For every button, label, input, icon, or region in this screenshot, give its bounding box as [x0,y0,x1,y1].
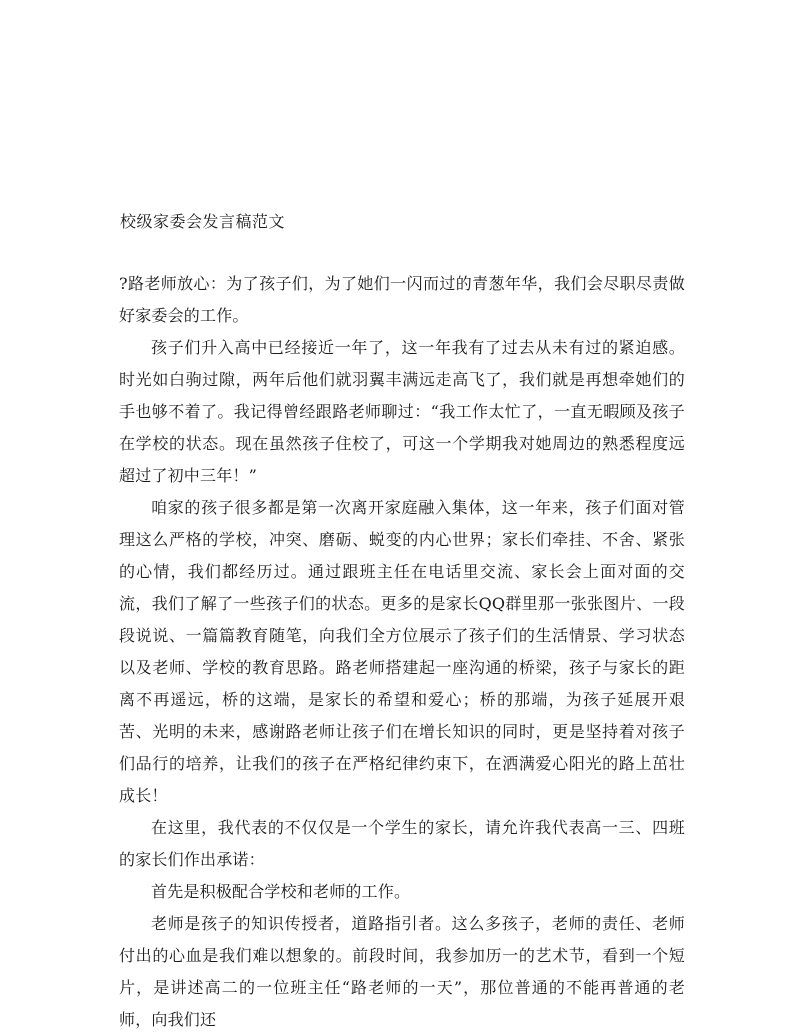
document-body [119,268,685,1036]
paragraph: 首先是积极配合学校和老师的工作。 [151,882,411,901]
paragraph: 在这里，我代表的不仅仅是一个学生的家长，请允许我代表高一三、四班的家长们作出承诺： [119,818,685,869]
paragraph: 孩子们升入高中已经接近一年了，这一年我有了过去从未有过的紧迫感。时光如白驹过隙，两年后他们就羽翼丰满远走高飞了，我们就是再想牵她们的手也够不着了。我记得曾经跟路老师聊过：“我工作太忙了，一直无暇顾及孩子在学校的状态。现在虽然孩子住校了，可这一个学期我对她周边的熟悉程度远超过了初中三年！” [119,338,685,485]
paragraph: 咱家的孩子很多都是第一次离开家庭融入集体，这一年来，孩子们面对管理这么严格的学校，冲突、磨砺、蜕变的内心世界；家长们牵挂、不舍、紧张的心情，我们都经历过。通过跟班主任在电话里交流、家长会上面对面的交流，我们了解了一些孩子们的状态。更多的是家长QQ群里那一张张图片、一段段说说、一篇篇教育随笔，向我们全方位展示了孩子们的生活情景、学习状态以及老师、学校的教育思路。路老师搭建起一座沟通的桥梁，孩子与家长的距离不再遥远，桥的这端，是家长的希望和爱心；桥的那端，为孩子延展开艰苦、光明的未来，感谢路老师让孩子们在增长知识的同时，更是坚持着对孩子们品行的培养，让我们的孩子在严格纪律约束下，在洒满爱心阳光的路上茁壮成长！ [119,498,685,805]
paragraph: 老师是孩子的知识传授者，道路指引者。这么多孩子，老师的责任、老师付出的心血是我们难以想象的。前段时间，我参加历一的艺术节，看到一个短片，是讲述高二的一位班主任“路老师的一天”，那位普通的不能再普通的老师，向我们还 [119,914,685,1029]
document-title: 校级家委会发言稿范文 [120,212,286,231]
paragraph: ?路老师放心：为了孩子们，为了她们一闪而过的青葱年华，我们会尽职尽责做好家委会的工作。 [119,274,685,325]
